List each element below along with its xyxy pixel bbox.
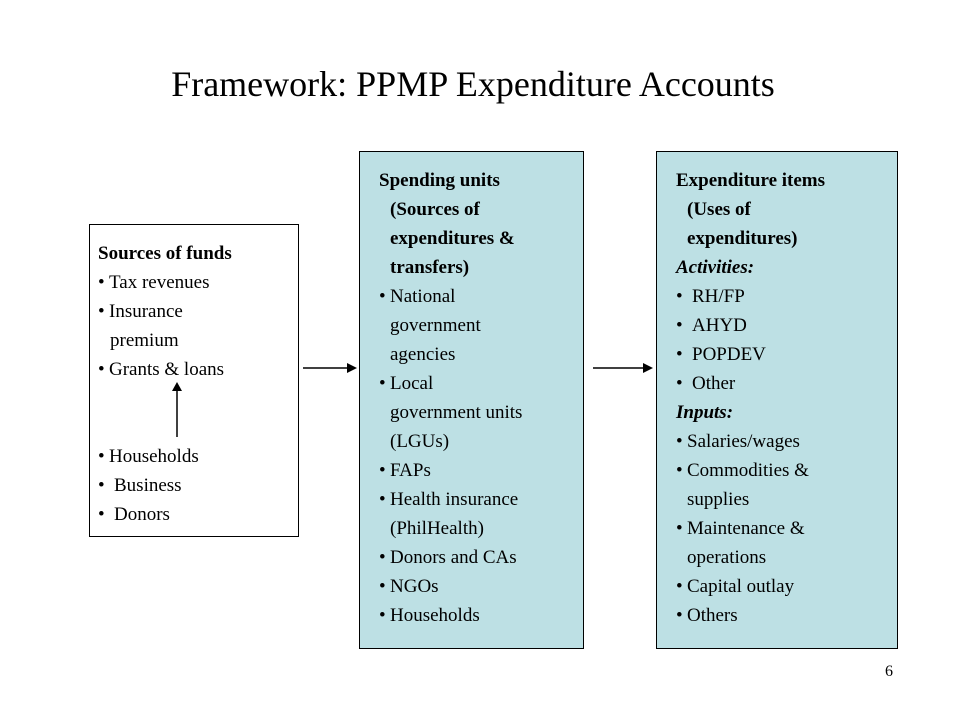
spending-item: Local bbox=[390, 373, 434, 394]
bullet-icon: • bbox=[98, 504, 105, 525]
list-item bbox=[676, 282, 897, 311]
bullet-icon: • bbox=[676, 576, 683, 597]
origin-households: Households bbox=[109, 446, 199, 467]
input-item: Maintenance & bbox=[687, 518, 805, 539]
fund-insurance: Insurance bbox=[109, 301, 183, 322]
list-item bbox=[676, 456, 897, 485]
sources-of-funds-box bbox=[89, 224, 299, 537]
list-item bbox=[98, 355, 298, 384]
spending-heading-3: expenditures & bbox=[390, 228, 515, 249]
up-arrow-icon bbox=[168, 382, 186, 438]
origin-business: Business bbox=[114, 475, 182, 496]
input-item-cont: supplies bbox=[687, 489, 750, 510]
spending-item: Health insurance bbox=[390, 489, 519, 510]
bullet-icon: • bbox=[676, 605, 683, 626]
bullet-icon: • bbox=[676, 373, 683, 394]
bullet-icon: • bbox=[676, 518, 683, 539]
input-item-cont: operations bbox=[687, 547, 767, 568]
right-arrow-icon bbox=[303, 360, 357, 376]
spending-item: Donors and CAs bbox=[390, 547, 517, 568]
spending-item: FAPs bbox=[390, 460, 431, 481]
slide-title: Framework: PPMP Expenditure Accounts bbox=[171, 64, 775, 104]
bullet-icon: • bbox=[98, 301, 105, 322]
list-item bbox=[98, 268, 298, 297]
list-item bbox=[379, 601, 583, 630]
list-item bbox=[676, 601, 897, 630]
bullet-icon: • bbox=[676, 460, 683, 481]
spending-heading-1: Spending units bbox=[379, 170, 500, 191]
spending-item-cont: government units bbox=[390, 402, 523, 423]
page-number: 6 bbox=[885, 663, 893, 680]
origin-donors: Donors bbox=[114, 504, 170, 525]
input-item: Capital outlay bbox=[687, 576, 795, 597]
list-item bbox=[379, 572, 583, 601]
bullet-icon: • bbox=[379, 547, 386, 568]
list-item bbox=[676, 340, 897, 369]
spending-item-cont: government bbox=[390, 315, 481, 336]
spending-item: NGOs bbox=[390, 576, 439, 597]
fund-insurance-cont: premium bbox=[110, 330, 179, 351]
spending-item: National bbox=[390, 286, 456, 307]
list-item bbox=[98, 297, 298, 326]
list-item bbox=[676, 311, 897, 340]
activity-item: RH/FP bbox=[692, 286, 745, 307]
list-item bbox=[379, 282, 583, 311]
bullet-icon: • bbox=[379, 576, 386, 597]
fund-grants-loans: Grants & loans bbox=[109, 359, 225, 380]
bullet-icon: • bbox=[98, 446, 105, 467]
spending-item-cont: (PhilHealth) bbox=[390, 518, 484, 539]
spending-heading-4: transfers) bbox=[390, 257, 470, 278]
bullet-icon: • bbox=[676, 344, 683, 365]
list-item bbox=[676, 572, 897, 601]
spending-item-cont: agencies bbox=[390, 344, 456, 365]
items-heading-2: (Uses of bbox=[687, 199, 751, 220]
spending-heading-2: (Sources of bbox=[390, 199, 480, 220]
spending-item: Households bbox=[390, 605, 480, 626]
expenditure-items-box bbox=[656, 151, 898, 649]
spending-item-cont: (LGUs) bbox=[390, 431, 450, 452]
input-item: Salaries/wages bbox=[687, 431, 800, 452]
sources-heading: Sources of funds bbox=[98, 243, 232, 264]
list-item bbox=[379, 369, 583, 398]
spending-units-box bbox=[359, 151, 584, 649]
items-heading-3: expenditures) bbox=[687, 228, 798, 249]
bullet-icon: • bbox=[379, 605, 386, 626]
bullet-icon: • bbox=[676, 431, 683, 452]
items-heading-1: Expenditure items bbox=[676, 170, 826, 191]
list-item bbox=[676, 514, 897, 543]
bullet-icon: • bbox=[676, 286, 683, 307]
inputs-label: Inputs: bbox=[676, 402, 734, 423]
bullet-icon: • bbox=[98, 475, 105, 496]
fund-tax-revenues: Tax revenues bbox=[109, 272, 210, 293]
right-arrow-icon bbox=[593, 360, 653, 376]
bullet-icon: • bbox=[98, 272, 105, 293]
list-item bbox=[98, 442, 298, 471]
list-item bbox=[676, 369, 897, 398]
bullet-icon: • bbox=[379, 489, 386, 510]
activity-item: POPDEV bbox=[692, 344, 766, 365]
list-item bbox=[98, 500, 298, 529]
bullet-icon: • bbox=[676, 315, 683, 336]
input-item: Commodities & bbox=[687, 460, 809, 481]
list-item bbox=[98, 471, 298, 500]
bullet-icon: • bbox=[379, 286, 386, 307]
list-item bbox=[379, 456, 583, 485]
activity-item: Other bbox=[692, 373, 736, 394]
bullet-icon: • bbox=[379, 460, 386, 481]
list-item bbox=[676, 427, 897, 456]
list-item bbox=[379, 543, 583, 572]
activities-label: Activities: bbox=[676, 257, 755, 278]
list-item bbox=[379, 485, 583, 514]
input-item: Others bbox=[687, 605, 738, 626]
bullet-icon: • bbox=[379, 373, 386, 394]
activity-item: AHYD bbox=[692, 315, 747, 336]
bullet-icon: • bbox=[98, 359, 105, 380]
